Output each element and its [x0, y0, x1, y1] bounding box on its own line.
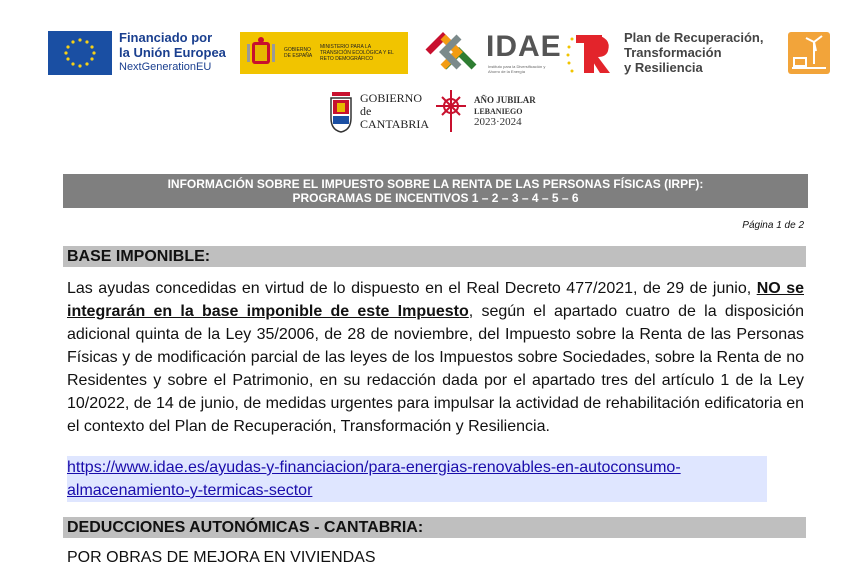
section-heading-deducciones: DEDUCCIONES AUTONÓMICAS - CANTABRIA: — [63, 517, 806, 538]
gobierno-espana-label: GOBIERNO DE ESPAÑA — [284, 47, 313, 59]
deducciones-subheading: POR OBRAS DE MEJORA EN VIVIENDAS — [67, 549, 376, 566]
page-number: Página 1 de 2 — [742, 220, 804, 231]
spain-coat-of-arms-icon — [246, 36, 276, 70]
prtr-line2: Transformación — [624, 45, 722, 60]
link-line2[interactable]: almacenamiento-y-termicas-sector — [67, 482, 313, 499]
prtr-line3: y Resiliencia — [624, 60, 703, 75]
section-heading-base-imponible: BASE IMPONIBLE: — [63, 246, 806, 267]
ministerio-label: MINISTERIO PARA LA TRANSICIÓN ECOLÓGICA Y EL RETO DEMOGRÁFICO — [320, 44, 394, 62]
cantabria-shield-icon — [328, 88, 354, 134]
eu-line1: Financiado por — [119, 30, 213, 45]
gobierno-espana-logo — [240, 32, 408, 74]
idae-logo — [420, 29, 562, 75]
gobierno-cantabria-logo — [328, 88, 429, 134]
jubilar-line1: AÑO JUBILAR — [474, 94, 536, 105]
eu-flag-icon — [48, 31, 112, 75]
prtr-line1: Plan de Recuperación, — [624, 30, 764, 45]
idae-knot-icon — [420, 29, 482, 75]
renewable-energy-icon — [788, 32, 830, 74]
paragraph-part2: , según el apartado cuatro de la disposición adicional quinta de la Ley 35/2006, de 28 de noviembre, del Impuesto sobre la Renta de las Personas Físicas y de modificación parcial de las leyes de los Impuestos sobre Sociedades, sobre la Renta de no Residentes y sobre el Patrimonio, en su redacción dada por el apartado tres del artículo 1 de la Ley 10/2022, de 14 de junio, de medidas urgentes para impulsar la actividad de rehabilitación edificatoria en el contexto del Plan de Recuperación, Transformación y Resiliencia. — [67, 303, 804, 435]
ano-jubilar-logo — [432, 88, 536, 134]
jubilar-line2: LEBANIEGO — [474, 106, 523, 116]
prtr-r-icon — [566, 31, 616, 75]
paragraph-part1: Las ayudas concedidas en virtud de lo dispuesto en el Real Decreto 477/2021, de 29 de junio, — [67, 280, 757, 297]
idae-link[interactable] — [67, 456, 767, 502]
eu-line2: la Unión Europea — [119, 45, 226, 60]
eu-line3: NextGenerationEU — [119, 61, 212, 73]
jubilar-cross-icon — [432, 88, 470, 134]
cantabria-line2: de — [360, 103, 372, 118]
link-line1[interactable]: https://www.idae.es/ayudas-y-financiacion/para-energias-renovables-en-autoconsumo- — [67, 459, 681, 476]
eu-funding-logo — [48, 30, 226, 75]
logo-header — [0, 0, 866, 150]
paragraph-emphasis: NO se integrarán en la base imponible de este Impuesto — [67, 280, 804, 320]
jubilar-line3: 2023·2024 — [474, 115, 522, 128]
base-imponible-paragraph — [67, 277, 804, 438]
document-title — [63, 174, 808, 208]
cantabria-line3: CANTABRIA — [360, 116, 430, 131]
prtr-logo — [566, 30, 763, 75]
title-line1: INFORMACIÓN SOBRE EL IMPUESTO SOBRE LA RENTA DE LAS PERSONAS FÍSICAS (IRPF): — [167, 177, 704, 191]
idae-subtitle: Instituto para la Diversificación y Ahorro de la Energía — [488, 64, 546, 74]
idae-wordmark: IDAE — [486, 30, 562, 63]
title-line2: PROGRAMAS DE INCENTIVOS 1 – 2 – 3 – 4 – 5 – 6 — [292, 191, 579, 205]
cantabria-line1: GOBIERNO — [360, 90, 422, 105]
